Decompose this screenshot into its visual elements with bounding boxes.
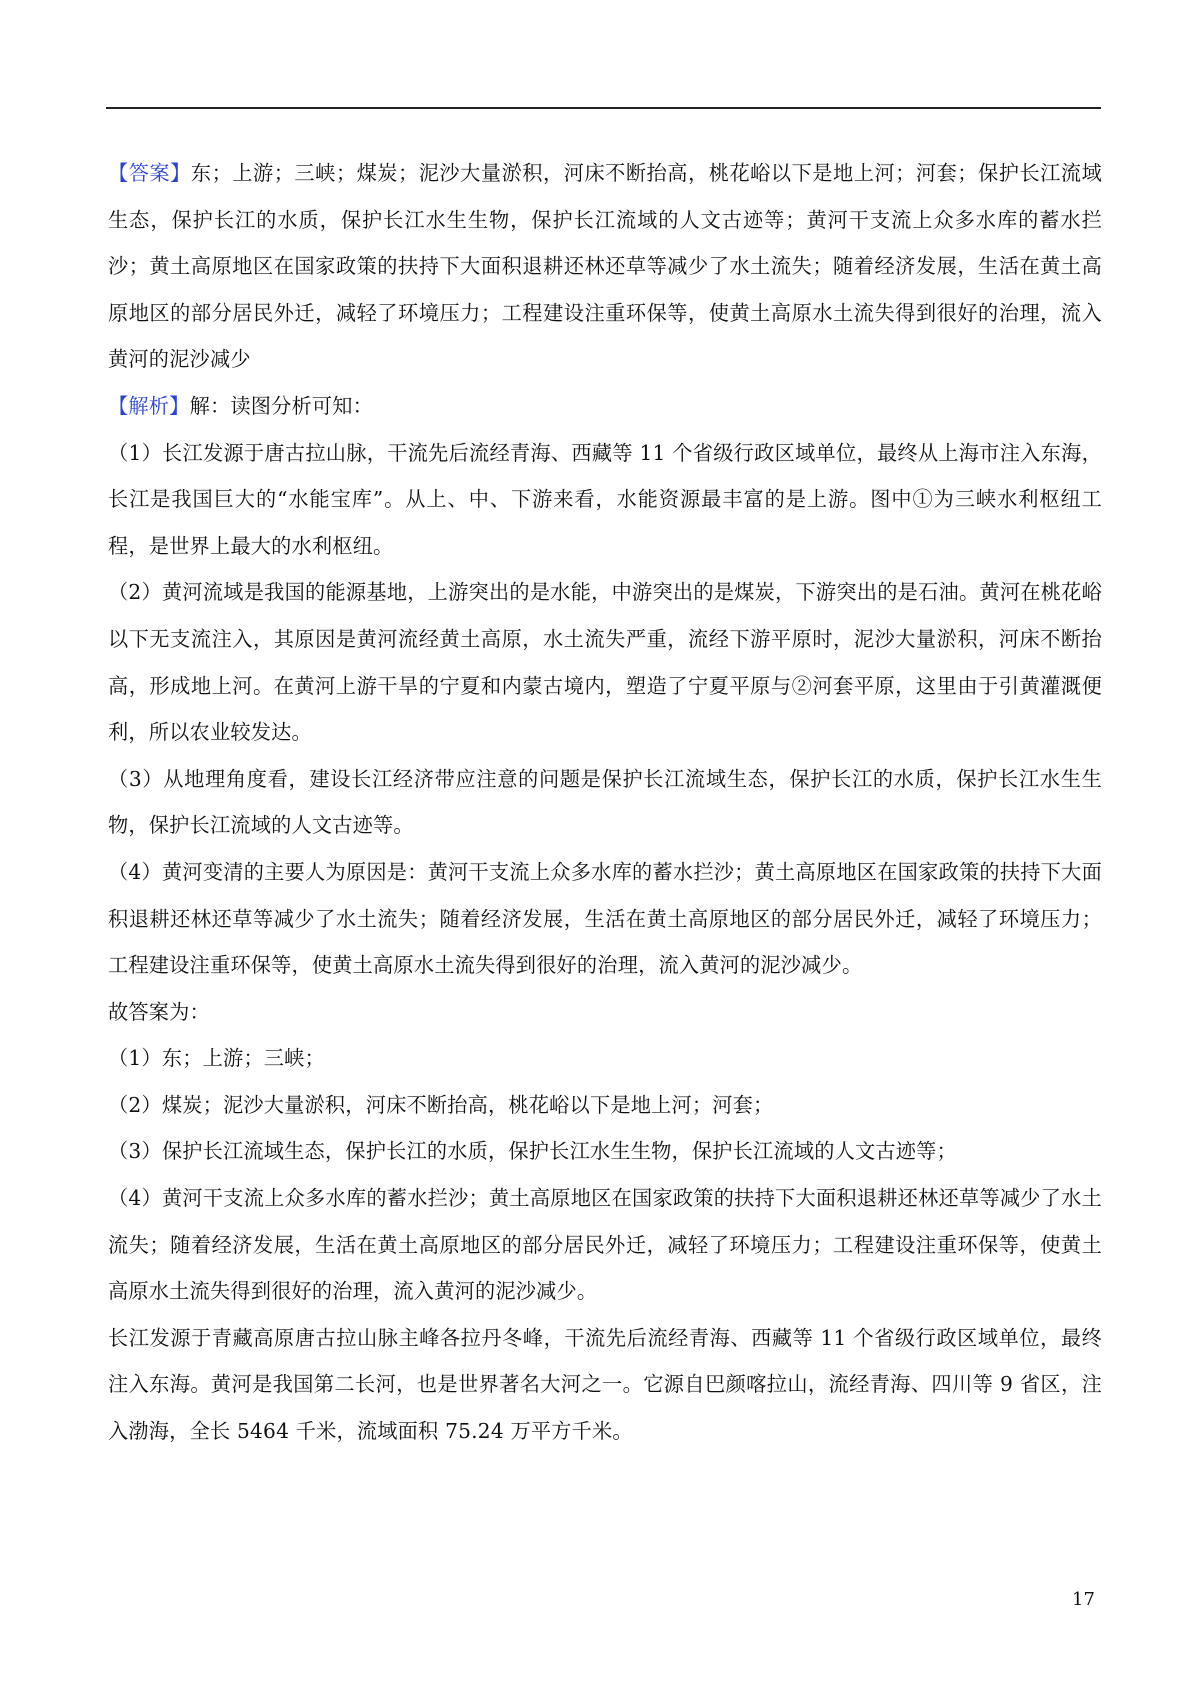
conclusion-item-1: （1）东；上游；三峡； (108, 1046, 325, 1071)
conclusion-heading: 故答案为： (108, 999, 210, 1024)
answer-paragraph (108, 150, 1102, 383)
page-number: 17 (1072, 1589, 1095, 1610)
answer-tag: 【答案】 (108, 161, 191, 185)
analysis-item-1: （1）长江发源于唐古拉山脉，干流先后流经青海、西藏等 11 个省级行政区域单位，最终从上海市注入东海，长江是我国巨大的“水能宝库”。从上、中、下游来看，水能资源最丰富的是上游。图中①为三峡水利枢纽工程，是世界上最大的水利枢纽。 (108, 440, 1102, 558)
analysis-item-2: （2）黄河流域是我国的能源基地，上游突出的是水能，中游突出的是煤炭，下游突出的是石油。黄河在桃花峪以下无支流注入，其原因是黄河流经黄土高原，水土流失严重，流经下游平原时，泥沙大量淤积，河床不断抬高，形成地上河。在黄河上游干旱的宁夏和内蒙古境内，塑造了宁夏平原与②河套平原，这里由于引黄灌溉便利，所以农业较发达。 (108, 580, 1102, 745)
answer-text: 东；上游；三峡；煤炭；泥沙大量淤积，河床不断抬高，桃花峪以下是地上河；河套；保护长江流域生态，保护长江的水质，保护长江水生生物，保护长江流域的人文古迹等；黄河干支流上众多水库的蓄水拦沙；黄土高原地区在国家政策的扶持下大面积退耕还林还草等减少了水土流失；随着经济发展，生活在黄土高原地区的部分居民外迁，减轻了环境压力；工程建设注重环保等，使黄土高原水土流失得到很好的治理，流入黄河的泥沙减少 (108, 161, 1102, 372)
analysis-tag: 【解析】 (108, 393, 190, 418)
conclusion-item-4: （4）黄河干支流上众多水库的蓄水拦沙；黄土高原地区在国家政策的扶持下大面积退耕还林还草等减少了水土流失；随着经济发展，生活在黄土高原地区的部分居民外迁，减轻了环境压力；工程建设注重环保等，使黄土高原水土流失得到很好的治理，流入黄河的泥沙减少。 (108, 1186, 1102, 1304)
analysis-intro: 解：读图分析可知： (189, 393, 374, 418)
analysis-item-3: （3）从地理角度看，建设长江经济带应注意的问题是保护长江流域生态，保护长江的水质，保护长江水生生物，保护长江流域的人文古迹等。 (108, 766, 1102, 838)
conclusion-item-3: （3）保护长江流域生态，保护长江的水质，保护长江水生生物，保护长江流域的人文古迹等； (108, 1139, 957, 1164)
analysis-intro-paragraph (108, 383, 1102, 430)
header-rule (106, 107, 1101, 109)
analysis-item-4: （4）黄河变清的主要人为原因是：黄河干支流上众多水库的蓄水拦沙；黄土高原地区在国家政策的扶持下大面积退耕还林还草等减少了水土流失；随着经济发展，生活在黄土高原地区的部分居民外迁，减轻了环境压力；工程建设注重环保等，使黄土高原水土流失得到很好的治理，流入黄河的泥沙减少。 (108, 859, 1102, 978)
conclusion-item-2: （2）煤炭；泥沙大量淤积，河床不断抬高，桃花峪以下是地上河；河套； (108, 1092, 774, 1117)
background-paragraph: 长江发源于青藏高原唐古拉山脉主峰各拉丹冬峰，干流先后流经青海、西藏等 11 个省级行政区域单位，最终注入东海。黄河是我国第二长河，也是世界著名大河之一。它源自巴颜喀拉山，流经青海、四川等 9 省区，注入渤海，全长 5464 千米，流域面积 75.24 万平方千米。 (108, 1325, 1102, 1444)
answer-analysis-section (108, 150, 1102, 1455)
